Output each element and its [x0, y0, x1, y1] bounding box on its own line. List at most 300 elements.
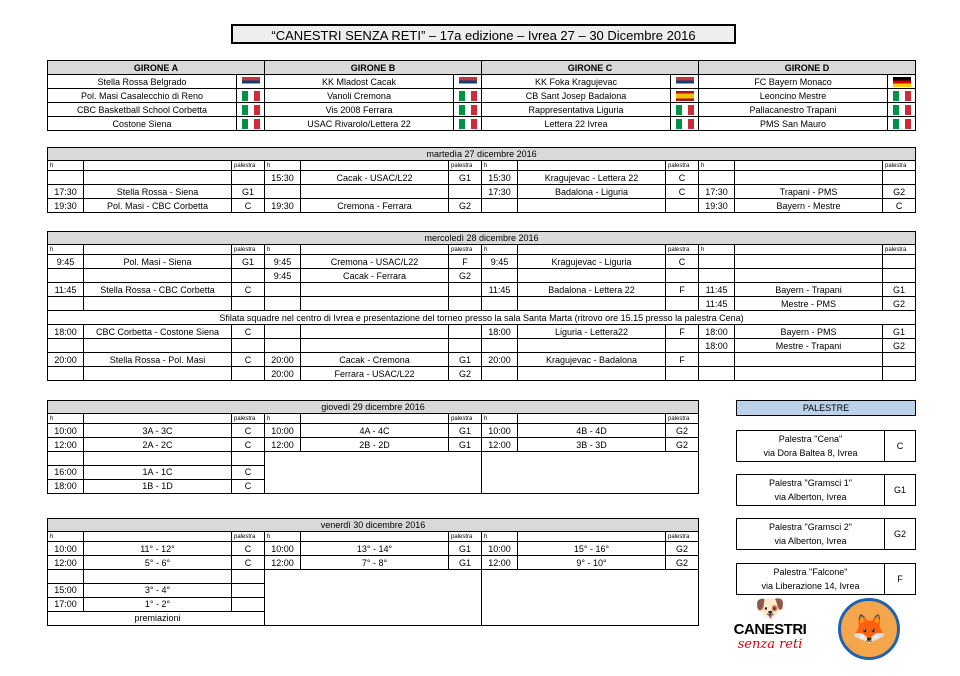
time-cell: 20:00: [48, 353, 84, 367]
venue-cell: C: [666, 185, 699, 199]
match-cell: [84, 171, 232, 185]
table-row: [48, 583, 699, 597]
time-cell: 12:00: [482, 438, 518, 452]
match-cell: Liguria - Lettera22: [518, 325, 666, 339]
empty-cell: [232, 452, 265, 466]
match-cell: Kragujevac - Lettera 22: [518, 171, 666, 185]
venue-cell: C: [232, 556, 265, 570]
column-header-row: [48, 161, 916, 171]
col-h: h: [482, 245, 518, 255]
venue-info: [737, 431, 885, 461]
venue-cell: C: [232, 542, 265, 556]
empty-block: [265, 583, 482, 597]
time-cell: [699, 269, 735, 283]
table-row: [48, 465, 699, 479]
col-palestra: palestra: [883, 245, 916, 255]
venue-address: via Alberton, Ivrea: [774, 492, 847, 502]
team-name: Pol. Masi Casalecchio di Reno: [48, 89, 237, 103]
match-cell: 1A - 1C: [84, 465, 232, 479]
column-header-row: [48, 414, 699, 424]
time-cell: 9:45: [482, 255, 518, 269]
flag-icon: [671, 117, 699, 131]
empty-cell: [48, 452, 84, 466]
venue-cell: G2: [449, 367, 482, 381]
match-cell: 3A - 3C: [84, 424, 232, 438]
match-cell: [735, 353, 883, 367]
venue-cell: G1: [449, 542, 482, 556]
day-title-row: [48, 148, 916, 161]
venue-code: C: [896, 441, 904, 451]
flag-icon: [237, 117, 265, 131]
col-palestra: palestra: [666, 414, 699, 424]
flag-icon: [888, 103, 916, 117]
col-palestra: palestra: [883, 161, 916, 171]
match-cell: [518, 367, 666, 381]
venue-cell: [232, 597, 265, 611]
time-cell: 15:30: [482, 171, 518, 185]
col-palestra: palestra: [666, 161, 699, 171]
time-cell: 18:00: [482, 325, 518, 339]
venue-info: [737, 564, 885, 594]
day-title: martedìa 27 dicembre 2016: [48, 148, 916, 161]
venue-cell: G1: [449, 171, 482, 185]
time-cell: [48, 297, 84, 311]
venue-cell: [883, 269, 916, 283]
match-cell: [518, 199, 666, 213]
table-row: [48, 283, 916, 297]
time-cell: 15:30: [265, 171, 301, 185]
venue-cell: [449, 297, 482, 311]
time-cell: 20:00: [482, 353, 518, 367]
flag-it-icon: [459, 105, 477, 115]
team-name: Vis 2008 Ferrara: [265, 103, 454, 117]
flag-icon: [671, 89, 699, 103]
venue-box: [736, 563, 916, 595]
venue-cell: [449, 325, 482, 339]
flag-rs-icon: [242, 77, 260, 87]
venue-address: via Dora Baltea 8, Ivrea: [763, 448, 858, 458]
venue-cell: C: [666, 255, 699, 269]
empty-cell: [48, 611, 84, 625]
match-cell: [84, 297, 232, 311]
venue-cell: C: [666, 171, 699, 185]
venue-name: Palestra "Cena": [778, 434, 843, 444]
parade-note: Sfilata squadre nel centro di Ivrea e presentazione del torneo presso la sala Santa Marta (ritrovo ore 15.15 presso la palestra Cena): [48, 311, 916, 325]
col-h: h: [482, 414, 518, 424]
col-palestra: palestra: [449, 245, 482, 255]
venue-cell: [666, 367, 699, 381]
match-cell: Trapani - PMS: [735, 185, 883, 199]
table-row: [48, 89, 916, 103]
match-cell: [84, 367, 232, 381]
group-header: GIRONE D: [699, 61, 916, 75]
venue-cell: G1: [232, 255, 265, 269]
day-title: venerdì 30 dicembre 2016: [48, 519, 699, 532]
awards-row: [48, 611, 699, 625]
venue-cell: G2: [666, 556, 699, 570]
flag-es-icon: [676, 91, 694, 101]
match-cell: [84, 269, 232, 283]
match-cell: [735, 255, 883, 269]
flag-it-icon: [893, 105, 911, 115]
venue-cell: G2: [883, 185, 916, 199]
match-cell: Stella Rossa - Siena: [84, 185, 232, 199]
time-cell: [699, 171, 735, 185]
table-row: [48, 424, 699, 438]
match-cell: Kragujevac - Badalona: [518, 353, 666, 367]
time-cell: [482, 367, 518, 381]
match-cell: 15° - 16°: [518, 542, 666, 556]
time-cell: [482, 269, 518, 283]
time-cell: [48, 367, 84, 381]
venue-cell: G1: [232, 185, 265, 199]
venue-cell: C: [232, 438, 265, 452]
empty-cell: [232, 570, 265, 584]
venue-cell: G2: [666, 542, 699, 556]
table-row: [48, 556, 699, 570]
time-cell: 19:30: [48, 199, 84, 213]
match-cell: [518, 269, 666, 283]
team-name: FC Bayern Monaco: [699, 75, 888, 89]
match-cell: Bayern - Trapani: [735, 283, 883, 297]
time-cell: 10:00: [265, 424, 301, 438]
venue-info: [737, 475, 885, 505]
match-cell: Mestre - Trapani: [735, 339, 883, 353]
time-cell: 18:00: [699, 325, 735, 339]
venue-info: [737, 519, 885, 549]
logo-line1: CANESTRI: [733, 621, 807, 638]
flag-it-icon: [676, 119, 694, 129]
time-cell: [482, 339, 518, 353]
flag-rs-icon: [676, 77, 694, 87]
team-name: Leoncino Mestre: [699, 89, 888, 103]
table-row: [48, 542, 699, 556]
venue-cell: F: [666, 353, 699, 367]
time-cell: 15:00: [48, 583, 84, 597]
day-table-wednesday: [47, 231, 916, 381]
venue-cell: C: [232, 325, 265, 339]
day-title-row: [48, 519, 699, 532]
time-cell: [265, 185, 301, 199]
venue-box: [736, 430, 916, 462]
team-name: KK Foka Kragujevac: [482, 75, 671, 89]
venue-cell: F: [449, 255, 482, 269]
venue-cell: G1: [449, 438, 482, 452]
match-cell: 9° - 10°: [518, 556, 666, 570]
venue-address: via Liberazione 14, Ivrea: [761, 581, 860, 591]
col-match: [518, 161, 666, 171]
match-cell: Cremona - Ferrara: [301, 199, 449, 213]
match-cell: [301, 185, 449, 199]
team-name: CBC Basketball School Corbetta: [48, 103, 237, 117]
team-name: USAC Rivarolo/Lettera 22: [265, 117, 454, 131]
flag-icon: [671, 75, 699, 89]
venue-cell: [449, 283, 482, 297]
venue-cell: C: [232, 353, 265, 367]
match-cell: 5° - 6°: [84, 556, 232, 570]
flag-icon: [888, 117, 916, 131]
col-match: [735, 161, 883, 171]
time-cell: 11:45: [699, 283, 735, 297]
flag-icon: [237, 75, 265, 89]
col-match: [735, 245, 883, 255]
time-cell: 17:30: [699, 185, 735, 199]
palestre-header: PALESTRE: [736, 400, 916, 416]
groups-table: [47, 60, 916, 131]
match-cell: Cacak - Cremona: [301, 353, 449, 367]
venue-name: Palestra "Gramsci 1": [769, 478, 852, 488]
time-cell: 12:00: [265, 556, 301, 570]
col-match: [84, 414, 232, 424]
column-header-row: [48, 532, 699, 542]
match-cell: Pol. Masi - Siena: [84, 255, 232, 269]
col-match: [518, 532, 666, 542]
col-h: h: [482, 161, 518, 171]
venue-cell: [883, 353, 916, 367]
match-cell: Cremona - USAC/L22: [301, 255, 449, 269]
team-name: Vanoli Cremona: [265, 89, 454, 103]
col-match: [301, 245, 449, 255]
table-row: [48, 269, 916, 283]
canestri-logo: [730, 596, 810, 656]
flag-icon: [237, 103, 265, 117]
match-cell: [84, 339, 232, 353]
time-cell: 9:45: [48, 255, 84, 269]
groups-header-row: [48, 61, 916, 75]
time-cell: 18:00: [48, 479, 84, 493]
venue-cell: C: [232, 465, 265, 479]
time-cell: 12:00: [482, 556, 518, 570]
venue-cell: [883, 367, 916, 381]
time-cell: 10:00: [48, 542, 84, 556]
col-match: [301, 161, 449, 171]
venue-cell: [232, 171, 265, 185]
venue-cell: C: [232, 424, 265, 438]
match-cell: 4B - 4D: [518, 424, 666, 438]
col-match: [518, 414, 666, 424]
time-cell: 9:45: [265, 269, 301, 283]
col-h: h: [265, 161, 301, 171]
time-cell: 19:30: [699, 199, 735, 213]
col-h: h: [265, 532, 301, 542]
empty-block: [265, 611, 482, 625]
venue-box: [736, 474, 916, 506]
day-title-row: [48, 401, 699, 414]
time-cell: 9:45: [265, 255, 301, 269]
dog-icon: 🐶: [755, 595, 785, 622]
venue-cell: G1: [449, 424, 482, 438]
match-cell: Cacak - Ferrara: [301, 269, 449, 283]
flag-it-icon: [676, 105, 694, 115]
empty-block: [482, 570, 699, 584]
col-palestra: palestra: [666, 245, 699, 255]
time-cell: [48, 269, 84, 283]
col-palestra: palestra: [449, 414, 482, 424]
match-cell: 7° - 8°: [301, 556, 449, 570]
time-cell: [48, 339, 84, 353]
match-cell: [518, 339, 666, 353]
logo-line2: senza reti: [737, 637, 803, 652]
col-match: [518, 245, 666, 255]
venue-cell: [666, 269, 699, 283]
match-cell: Kragujevac - Liguria: [518, 255, 666, 269]
table-row: [48, 438, 699, 452]
time-cell: 10:00: [265, 542, 301, 556]
col-palestra: palestra: [232, 245, 265, 255]
match-cell: CBC Corbetta - Costone Siena: [84, 325, 232, 339]
flag-de-icon: [893, 77, 911, 87]
empty-block: [265, 570, 482, 584]
day-table-friday: [47, 518, 699, 626]
col-palestra: palestra: [666, 532, 699, 542]
venue-cell: [666, 297, 699, 311]
table-row: [48, 75, 916, 89]
table-row: [48, 255, 916, 269]
team-name: CB Sant Josep Badalona: [482, 89, 671, 103]
flag-icon: [237, 89, 265, 103]
table-row: [48, 325, 916, 339]
flag-icon: [888, 89, 916, 103]
col-match: [84, 161, 232, 171]
empty-block: [265, 597, 482, 611]
table-row: [48, 597, 699, 611]
venue-cell: [232, 583, 265, 597]
day-title: mercoledì 28 dicembre 2016: [48, 232, 916, 245]
day-table-tuesday: [47, 147, 916, 213]
day-table-thursday: [47, 400, 699, 494]
team-name: Rappresentativa Liguria: [482, 103, 671, 117]
flag-it-icon: [893, 91, 911, 101]
day-title-row: [48, 232, 916, 245]
match-cell: Badalona - Lettera 22: [518, 283, 666, 297]
venue-code: G2: [893, 529, 906, 539]
col-h: h: [699, 245, 735, 255]
time-cell: 17:30: [482, 185, 518, 199]
venue-cell: [232, 367, 265, 381]
col-h: h: [265, 245, 301, 255]
col-palestra: palestra: [232, 532, 265, 542]
match-cell: [735, 171, 883, 185]
time-cell: 16:00: [48, 465, 84, 479]
flag-icon: [454, 89, 482, 103]
time-cell: [265, 325, 301, 339]
empty-block: [482, 611, 699, 625]
flag-it-icon: [459, 119, 477, 129]
col-match: [84, 245, 232, 255]
team-name: Stella Rossa Belgrado: [48, 75, 237, 89]
time-cell: 12:00: [265, 438, 301, 452]
match-cell: [518, 297, 666, 311]
flag-icon: [454, 75, 482, 89]
match-cell: Ferrara - USAC/L22: [301, 367, 449, 381]
venue-address: via Alberton, Ivrea: [774, 536, 847, 546]
match-cell: 1° - 2°: [84, 597, 232, 611]
venue-cell: G1: [883, 283, 916, 297]
flag-icon: [671, 103, 699, 117]
flag-it-icon: [459, 91, 477, 101]
venue-cell: [232, 339, 265, 353]
flag-it-icon: [893, 119, 911, 129]
empty-cell: [232, 611, 265, 625]
col-palestra: palestra: [232, 161, 265, 171]
spacer-row: [48, 570, 699, 584]
col-match: [84, 532, 232, 542]
col-match: [301, 532, 449, 542]
match-cell: [735, 367, 883, 381]
awards-label: premiazioni: [84, 611, 232, 625]
venue-cell: C: [232, 283, 265, 297]
spacer-row: [48, 452, 699, 466]
team-name: Costone Siena: [48, 117, 237, 131]
flag-icon: [454, 103, 482, 117]
col-h: h: [48, 414, 84, 424]
empty-block: [482, 465, 699, 479]
venue-cell: [883, 171, 916, 185]
venue-cell: F: [666, 325, 699, 339]
match-cell: 4A - 4C: [301, 424, 449, 438]
time-cell: 18:00: [48, 325, 84, 339]
time-cell: 12:00: [48, 438, 84, 452]
venue-cell: F: [666, 283, 699, 297]
venue-cell: G2: [449, 199, 482, 213]
venue-cell: G1: [449, 556, 482, 570]
venue-cell: [666, 199, 699, 213]
col-h: h: [699, 161, 735, 171]
time-cell: [265, 339, 301, 353]
venue-cell: G1: [883, 325, 916, 339]
team-name: Pallacanestro Trapani: [699, 103, 888, 117]
time-cell: 11:45: [48, 283, 84, 297]
time-cell: 17:30: [48, 185, 84, 199]
time-cell: [482, 199, 518, 213]
venue-code: F: [897, 574, 903, 584]
venue-cell: [449, 185, 482, 199]
match-cell: 3B - 3D: [518, 438, 666, 452]
venue-cell: G2: [883, 297, 916, 311]
empty-block: [265, 465, 482, 479]
table-row: [48, 297, 916, 311]
match-cell: [301, 339, 449, 353]
empty-cell: [48, 570, 84, 584]
venue-cell: [232, 297, 265, 311]
table-row: [48, 353, 916, 367]
venue-cell: G1: [449, 353, 482, 367]
col-h: h: [48, 161, 84, 171]
col-h: h: [48, 532, 84, 542]
flag-icon: [888, 75, 916, 89]
empty-block: [265, 479, 482, 493]
table-row: [48, 199, 916, 213]
table-row: [48, 367, 916, 381]
venue-cell: G2: [666, 424, 699, 438]
time-cell: 20:00: [265, 367, 301, 381]
table-row: [48, 117, 916, 131]
day-title: giovedì 29 dicembre 2016: [48, 401, 699, 414]
match-cell: [301, 325, 449, 339]
venue-cell: [666, 339, 699, 353]
col-h: h: [265, 414, 301, 424]
match-cell: [735, 269, 883, 283]
match-cell: Stella Rossa - Pol. Masi: [84, 353, 232, 367]
match-cell: [301, 283, 449, 297]
col-match: [301, 414, 449, 424]
venue-cell: G2: [666, 438, 699, 452]
empty-block: [482, 479, 699, 493]
venue-cell: [232, 269, 265, 283]
time-cell: 12:00: [48, 556, 84, 570]
column-header-row: [48, 245, 916, 255]
flag-it-icon: [242, 91, 260, 101]
